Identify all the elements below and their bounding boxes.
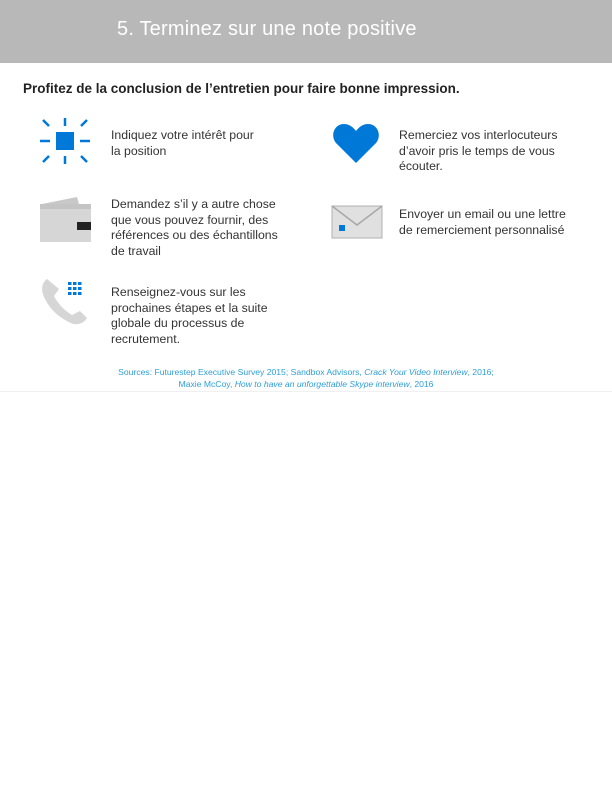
item-thanks-text: Remerciez vos interlocuteurs d’avoir pris le temps de vous écouter.: [399, 128, 558, 174]
item-references-text: Demandez s’il y a autre chose que vous pouvez fournir, des références ou des échantillons de travail: [111, 197, 278, 258]
item-next-steps-text: Renseignez-vous sur les prochaines étapes et la suite globale du processus de recrutement.: [111, 285, 268, 346]
divider: [0, 391, 612, 392]
sparkle-icon: [39, 117, 91, 165]
header-banner: [0, 0, 612, 63]
intro-text: Profitez de la conclusion de l’entretien pour faire bonne impression.: [23, 81, 460, 96]
sources-citation: Sources: Futurestep Executive Survey 2015; Sandbox Advisors, Crack Your Video Interview, 2016; Maxie McCoy, How to have an unforgettable Skype interview, 2016: [118, 367, 494, 389]
page-title: 5. Terminez sur une note positive: [117, 18, 417, 40]
heart-icon: [333, 122, 379, 164]
item-email-text: Envoyer un email ou une lettre de remerciement personnalisé: [399, 207, 566, 237]
phone-icon: [39, 277, 91, 325]
item-interest-text: Indiquez votre intérêt pour la position: [111, 128, 254, 158]
wallet-icon: [39, 194, 93, 244]
envelope-icon: [331, 205, 383, 239]
